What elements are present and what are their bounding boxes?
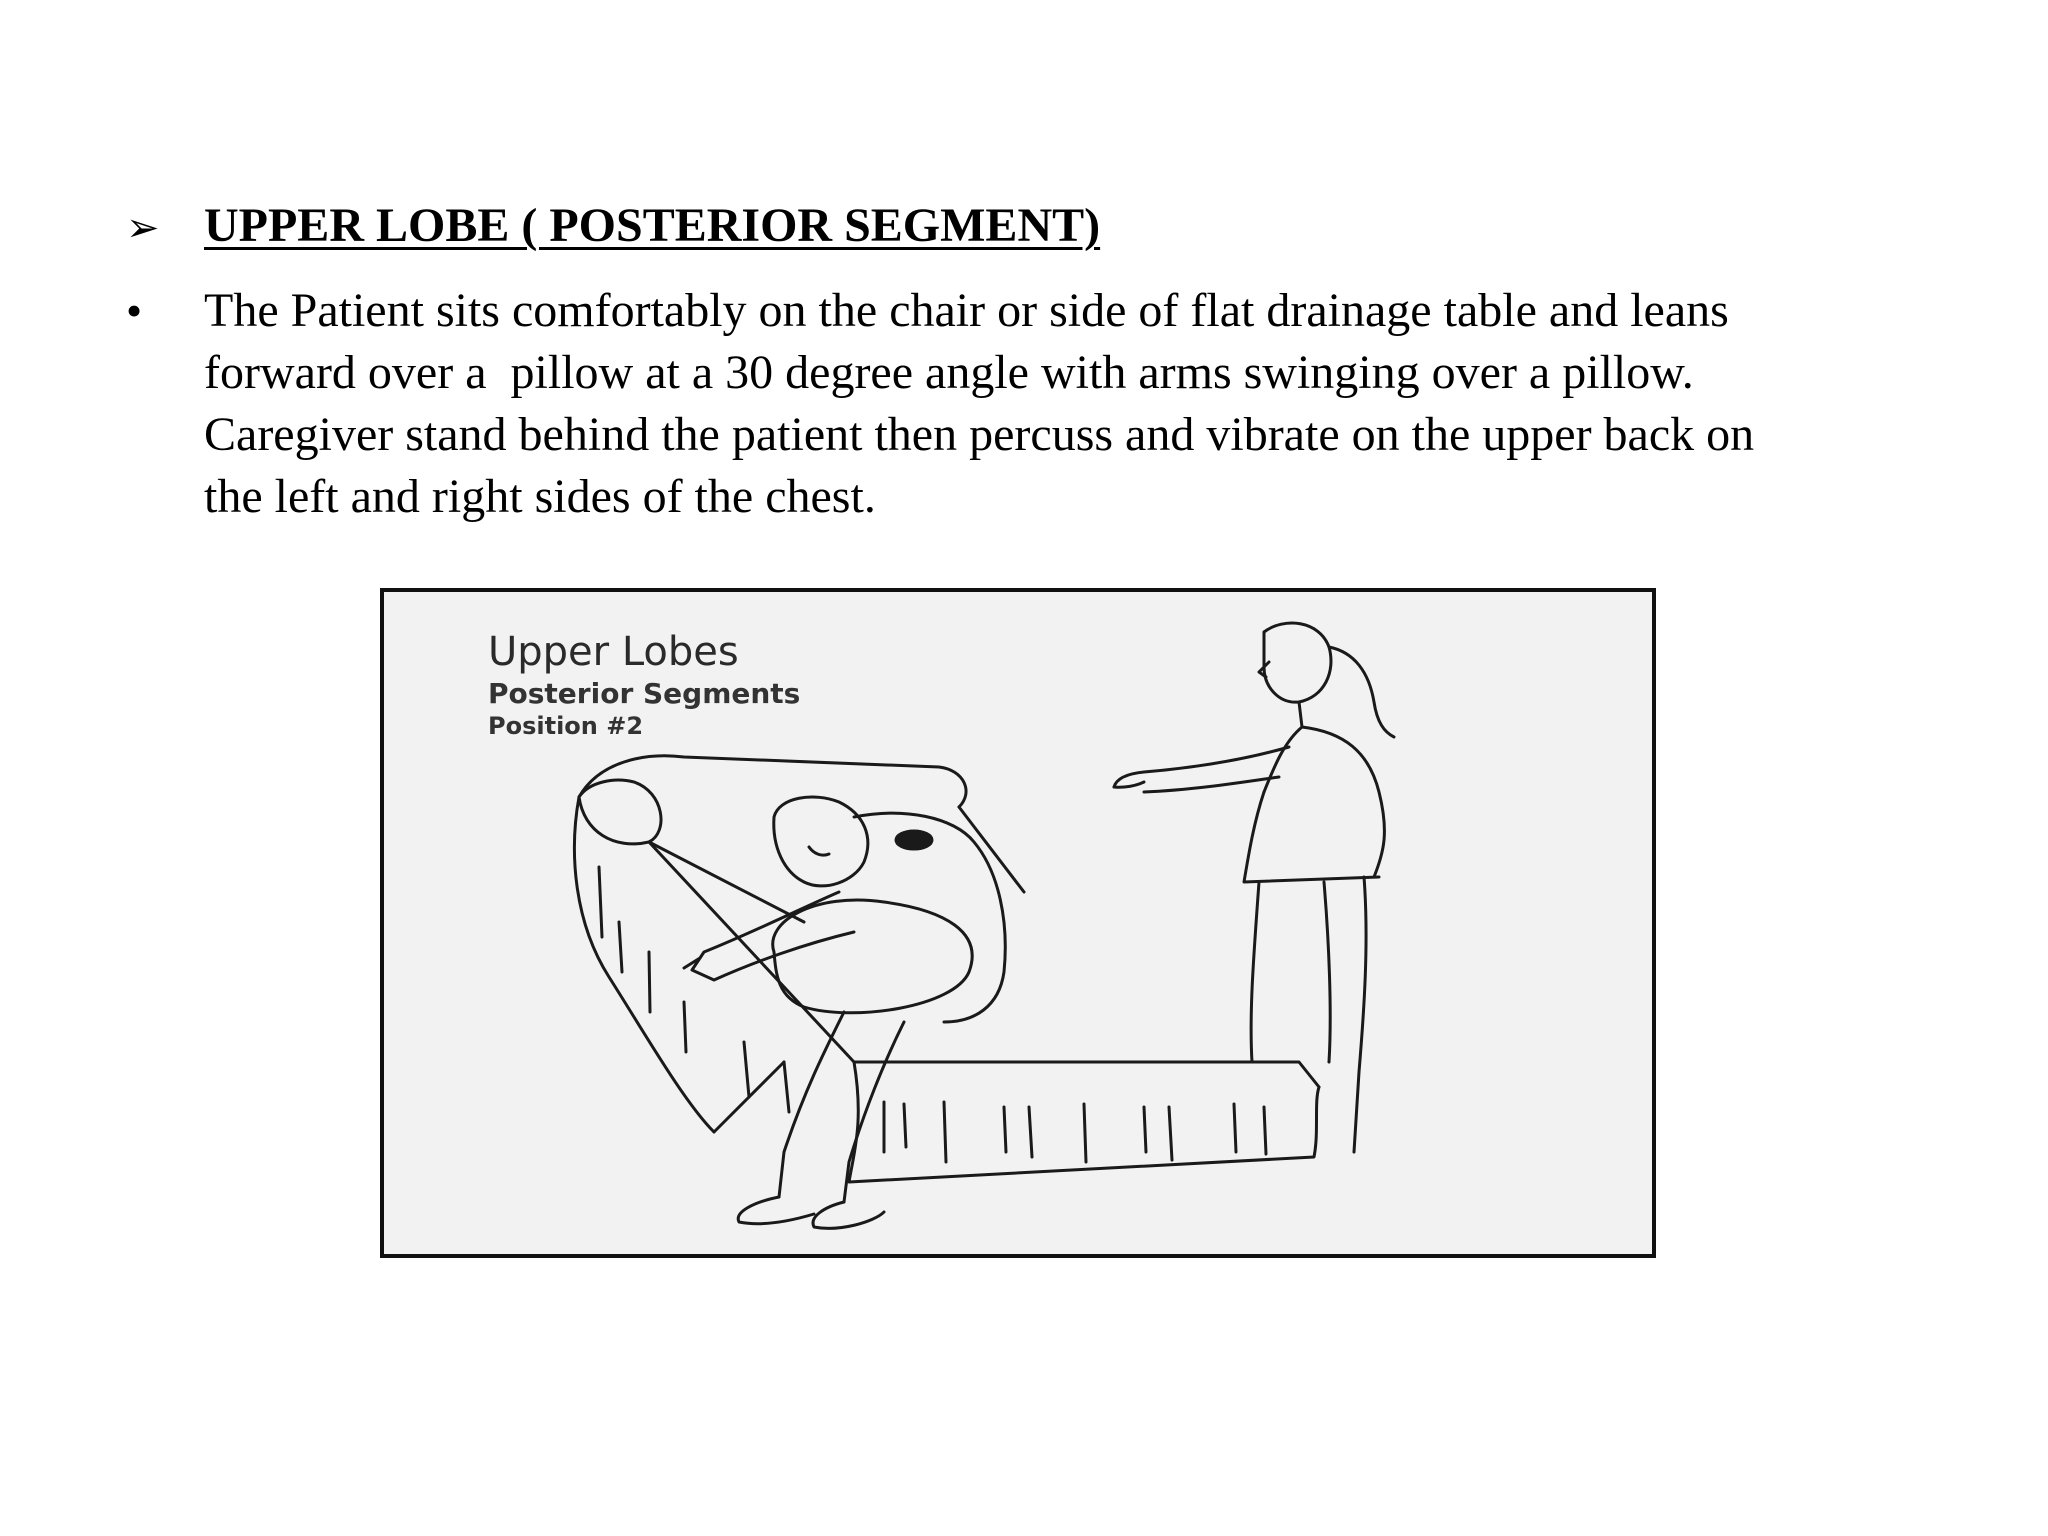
heading-text: UPPER LOBE ( POSTERIOR SEGMENT) [204,199,1101,252]
body-line: the left and right sides of the chest. [204,470,876,523]
figure-position-label: Position #2 [488,712,644,740]
drainage-table-drawing [574,756,1319,1182]
patient-drawing [684,797,1005,1228]
caregiver-drawing [1114,623,1394,1152]
postural-drainage-illustration [380,588,1656,1258]
figure-title: Upper Lobes [488,629,739,675]
body-paragraph [126,280,1916,528]
dot-bullet-icon: • [126,285,143,336]
body-line: forward over a pillow at a 30 degree angle with arms swinging over a pillow. [204,346,1694,399]
body-line: The Patient sits comfortably on the chair or side of flat drainage table and leans [204,284,1729,337]
body-text [204,280,1916,528]
section-heading [126,198,1100,256]
arrow-bullet-icon: ➢ [126,205,160,250]
figure-subtitle: Posterior Segments [488,677,801,710]
body-line: Caregiver stand behind the patient then percuss and vibrate on the upper back on [204,408,1755,461]
